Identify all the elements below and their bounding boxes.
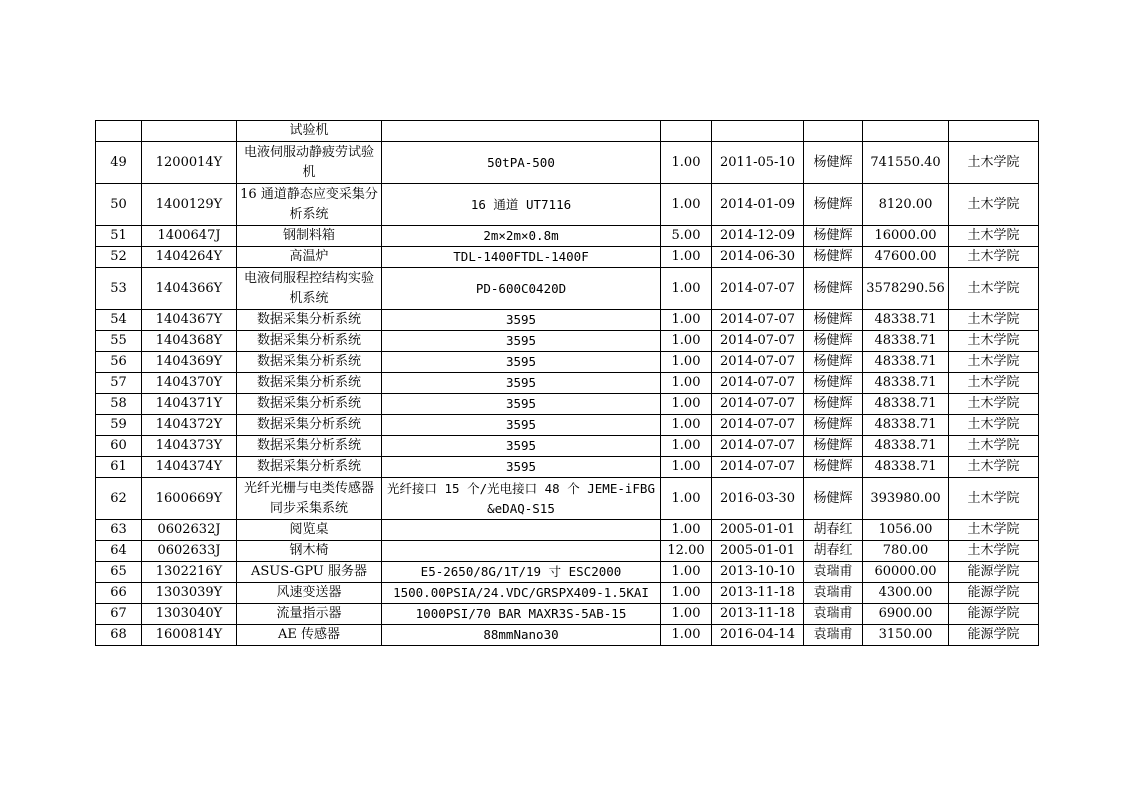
cell-no: 63	[96, 520, 142, 541]
cell-equipment-name: 电液伺服程控结构实验机系统	[237, 268, 382, 310]
table-row	[96, 247, 1039, 268]
cell-value: 48338.71	[863, 457, 949, 478]
cell-custodian: 杨健辉	[804, 310, 863, 331]
cell-value: 16000.00	[863, 226, 949, 247]
cell-purchase-date: 2013-11-18	[712, 604, 804, 625]
cell-no: 68	[96, 625, 142, 646]
cell-model-spec	[382, 520, 661, 541]
cell-custodian: 杨健辉	[804, 436, 863, 457]
table-row	[96, 583, 1039, 604]
cell-purchase-date	[712, 121, 804, 142]
cell-asset-code: 1600814Y	[142, 625, 237, 646]
cell-custodian: 胡春红	[804, 541, 863, 562]
cell-quantity	[661, 121, 712, 142]
cell-department: 土木学院	[949, 268, 1039, 310]
cell-model-spec: 1000PSI/70 BAR MAXR3S-5AB-15	[382, 604, 661, 625]
cell-purchase-date: 2014-07-07	[712, 310, 804, 331]
cell-quantity: 1.00	[661, 247, 712, 268]
cell-asset-code: 1303039Y	[142, 583, 237, 604]
cell-model-spec: PD-600C0420D	[382, 268, 661, 310]
cell-no: 53	[96, 268, 142, 310]
cell-custodian: 袁瑞甫	[804, 604, 863, 625]
cell-no: 52	[96, 247, 142, 268]
cell-equipment-name: 数据采集分析系统	[237, 331, 382, 352]
cell-value: 48338.71	[863, 310, 949, 331]
cell-asset-code: 1404374Y	[142, 457, 237, 478]
cell-value: 48338.71	[863, 415, 949, 436]
cell-custodian: 杨健辉	[804, 352, 863, 373]
table-row	[96, 226, 1039, 247]
cell-value: 48338.71	[863, 331, 949, 352]
cell-equipment-name: 数据采集分析系统	[237, 352, 382, 373]
cell-model-spec: 16 通道 UT7116	[382, 184, 661, 226]
cell-custodian: 杨健辉	[804, 184, 863, 226]
cell-value: 4300.00	[863, 583, 949, 604]
cell-no: 58	[96, 394, 142, 415]
cell-equipment-name: 阅览桌	[237, 520, 382, 541]
cell-asset-code: 1404370Y	[142, 373, 237, 394]
cell-value: 3150.00	[863, 625, 949, 646]
cell-equipment-name: 16 通道静态应变采集分析系统	[237, 184, 382, 226]
cell-department: 土木学院	[949, 541, 1039, 562]
cell-equipment-name: 数据采集分析系统	[237, 310, 382, 331]
cell-quantity: 5.00	[661, 226, 712, 247]
cell-custodian: 杨健辉	[804, 226, 863, 247]
cell-asset-code: 1404367Y	[142, 310, 237, 331]
cell-department: 能源学院	[949, 583, 1039, 604]
cell-model-spec: 88mmNano30	[382, 625, 661, 646]
cell-equipment-name: 光纤光栅与电类传感器同步采集系统	[237, 478, 382, 520]
cell-custodian: 杨健辉	[804, 247, 863, 268]
cell-asset-code: 1400129Y	[142, 184, 237, 226]
table-row	[96, 142, 1039, 184]
cell-quantity: 1.00	[661, 268, 712, 310]
cell-equipment-name: 钢木椅	[237, 541, 382, 562]
cell-no: 65	[96, 562, 142, 583]
cell-department: 土木学院	[949, 373, 1039, 394]
cell-value: 1056.00	[863, 520, 949, 541]
cell-department	[949, 121, 1039, 142]
cell-model-spec: 50tPA-500	[382, 142, 661, 184]
cell-purchase-date: 2014-07-07	[712, 394, 804, 415]
cell-no: 66	[96, 583, 142, 604]
cell-model-spec: 3595	[382, 457, 661, 478]
cell-custodian: 杨健辉	[804, 457, 863, 478]
table-row	[96, 184, 1039, 226]
cell-value: 6900.00	[863, 604, 949, 625]
cell-quantity: 1.00	[661, 184, 712, 226]
cell-purchase-date: 2014-07-07	[712, 373, 804, 394]
cell-department: 能源学院	[949, 562, 1039, 583]
cell-equipment-name: 风速变送器	[237, 583, 382, 604]
cell-no: 61	[96, 457, 142, 478]
cell-equipment-name: 钢制料箱	[237, 226, 382, 247]
cell-purchase-date: 2013-10-10	[712, 562, 804, 583]
cell-asset-code: 1400647J	[142, 226, 237, 247]
cell-department: 土木学院	[949, 415, 1039, 436]
cell-department: 土木学院	[949, 331, 1039, 352]
cell-quantity: 1.00	[661, 310, 712, 331]
cell-asset-code: 1404371Y	[142, 394, 237, 415]
cell-quantity: 1.00	[661, 373, 712, 394]
cell-value: 3578290.56	[863, 268, 949, 310]
cell-purchase-date: 2011-05-10	[712, 142, 804, 184]
cell-no: 57	[96, 373, 142, 394]
table-row	[96, 625, 1039, 646]
cell-asset-code: 1200014Y	[142, 142, 237, 184]
cell-department: 土木学院	[949, 352, 1039, 373]
cell-model-spec: 3595	[382, 394, 661, 415]
cell-quantity: 1.00	[661, 394, 712, 415]
cell-equipment-name: AE 传感器	[237, 625, 382, 646]
table-row	[96, 541, 1039, 562]
cell-asset-code: 1404264Y	[142, 247, 237, 268]
cell-quantity: 1.00	[661, 142, 712, 184]
cell-value: 48338.71	[863, 436, 949, 457]
cell-custodian: 杨健辉	[804, 478, 863, 520]
table-row	[96, 331, 1039, 352]
cell-value: 780.00	[863, 541, 949, 562]
cell-custodian: 杨健辉	[804, 394, 863, 415]
cell-custodian: 杨健辉	[804, 415, 863, 436]
cell-purchase-date: 2014-12-09	[712, 226, 804, 247]
table-row	[96, 310, 1039, 331]
table-row	[96, 604, 1039, 625]
cell-asset-code: 0602633J	[142, 541, 237, 562]
cell-custodian: 杨健辉	[804, 373, 863, 394]
cell-equipment-name: 数据采集分析系统	[237, 457, 382, 478]
cell-purchase-date: 2014-07-07	[712, 352, 804, 373]
cell-asset-code: 1404372Y	[142, 415, 237, 436]
cell-model-spec	[382, 541, 661, 562]
cell-asset-code: 1404368Y	[142, 331, 237, 352]
cell-purchase-date: 2014-07-07	[712, 331, 804, 352]
cell-equipment-name: 高温炉	[237, 247, 382, 268]
cell-purchase-date: 2014-07-07	[712, 268, 804, 310]
cell-department: 土木学院	[949, 247, 1039, 268]
cell-asset-code	[142, 121, 237, 142]
cell-asset-code: 0602632J	[142, 520, 237, 541]
cell-department: 土木学院	[949, 310, 1039, 331]
cell-purchase-date: 2005-01-01	[712, 520, 804, 541]
cell-custodian	[804, 121, 863, 142]
table-row	[96, 562, 1039, 583]
cell-quantity: 1.00	[661, 604, 712, 625]
cell-purchase-date: 2014-01-09	[712, 184, 804, 226]
cell-model-spec: 3595	[382, 310, 661, 331]
cell-purchase-date: 2016-04-14	[712, 625, 804, 646]
cell-model-spec: 3595	[382, 352, 661, 373]
cell-quantity: 12.00	[661, 541, 712, 562]
cell-value: 8120.00	[863, 184, 949, 226]
cell-department: 能源学院	[949, 625, 1039, 646]
cell-department: 土木学院	[949, 184, 1039, 226]
cell-model-spec: TDL-1400FTDL-1400F	[382, 247, 661, 268]
cell-purchase-date: 2014-06-30	[712, 247, 804, 268]
cell-no: 54	[96, 310, 142, 331]
cell-custodian: 袁瑞甫	[804, 562, 863, 583]
cell-quantity: 1.00	[661, 331, 712, 352]
cell-purchase-date: 2016-03-30	[712, 478, 804, 520]
table-row	[96, 457, 1039, 478]
cell-model-spec: E5-2650/8G/1T/19 寸 ESC2000	[382, 562, 661, 583]
cell-department: 土木学院	[949, 226, 1039, 247]
cell-value: 48338.71	[863, 394, 949, 415]
cell-model-spec: 3595	[382, 415, 661, 436]
cell-asset-code: 1303040Y	[142, 604, 237, 625]
cell-department: 土木学院	[949, 457, 1039, 478]
cell-quantity: 1.00	[661, 520, 712, 541]
cell-asset-code: 1404373Y	[142, 436, 237, 457]
cell-asset-code: 1600669Y	[142, 478, 237, 520]
cell-equipment-name: 数据采集分析系统	[237, 436, 382, 457]
equipment-table-sheet	[95, 120, 1038, 646]
cell-custodian: 袁瑞甫	[804, 583, 863, 604]
equipment-table-body	[96, 121, 1039, 646]
cell-asset-code: 1404369Y	[142, 352, 237, 373]
cell-department: 能源学院	[949, 604, 1039, 625]
cell-value: 393980.00	[863, 478, 949, 520]
table-row	[96, 415, 1039, 436]
cell-no: 50	[96, 184, 142, 226]
cell-purchase-date: 2013-11-18	[712, 583, 804, 604]
cell-model-spec: 1500.00PSIA/24.VDC/GRSPX409-1.5KAI	[382, 583, 661, 604]
cell-value: 48338.71	[863, 352, 949, 373]
cell-equipment-name: ASUS-GPU 服务器	[237, 562, 382, 583]
cell-model-spec: 2m×2m×0.8m	[382, 226, 661, 247]
cell-no	[96, 121, 142, 142]
cell-equipment-name: 电液伺服动静疲劳试验机	[237, 142, 382, 184]
cell-value: 48338.71	[863, 373, 949, 394]
equipment-table	[95, 120, 1039, 646]
cell-no: 64	[96, 541, 142, 562]
cell-quantity: 1.00	[661, 478, 712, 520]
cell-quantity: 1.00	[661, 415, 712, 436]
cell-department: 土木学院	[949, 436, 1039, 457]
cell-asset-code: 1302216Y	[142, 562, 237, 583]
cell-purchase-date: 2005-01-01	[712, 541, 804, 562]
cell-quantity: 1.00	[661, 436, 712, 457]
table-row	[96, 352, 1039, 373]
table-row	[96, 520, 1039, 541]
cell-department: 土木学院	[949, 394, 1039, 415]
cell-asset-code: 1404366Y	[142, 268, 237, 310]
cell-no: 59	[96, 415, 142, 436]
cell-value: 741550.40	[863, 142, 949, 184]
table-row	[96, 478, 1039, 520]
cell-value	[863, 121, 949, 142]
table-row	[96, 394, 1039, 415]
cell-no: 56	[96, 352, 142, 373]
cell-custodian: 袁瑞甫	[804, 625, 863, 646]
cell-quantity: 1.00	[661, 625, 712, 646]
cell-quantity: 1.00	[661, 457, 712, 478]
cell-equipment-name: 数据采集分析系统	[237, 394, 382, 415]
table-row	[96, 436, 1039, 457]
cell-quantity: 1.00	[661, 562, 712, 583]
cell-no: 51	[96, 226, 142, 247]
cell-equipment-name: 试验机	[237, 121, 382, 142]
cell-model-spec: 3595	[382, 331, 661, 352]
table-row	[96, 373, 1039, 394]
cell-equipment-name: 数据采集分析系统	[237, 373, 382, 394]
cell-model-spec: 3595	[382, 373, 661, 394]
cell-value: 60000.00	[863, 562, 949, 583]
cell-custodian: 杨健辉	[804, 142, 863, 184]
cell-department: 土木学院	[949, 142, 1039, 184]
cell-no: 60	[96, 436, 142, 457]
table-row-continuation	[96, 121, 1039, 142]
cell-department: 土木学院	[949, 520, 1039, 541]
cell-custodian: 杨健辉	[804, 268, 863, 310]
cell-custodian: 杨健辉	[804, 331, 863, 352]
cell-equipment-name: 流量指示器	[237, 604, 382, 625]
cell-purchase-date: 2014-07-07	[712, 415, 804, 436]
cell-no: 62	[96, 478, 142, 520]
cell-model-spec: 3595	[382, 436, 661, 457]
cell-no: 49	[96, 142, 142, 184]
cell-no: 67	[96, 604, 142, 625]
cell-model-spec	[382, 121, 661, 142]
cell-purchase-date: 2014-07-07	[712, 457, 804, 478]
cell-model-spec: 光纤接口 15 个/光电接口 48 个 JEME-iFBG&eDAQ-S15	[382, 478, 661, 520]
cell-department: 土木学院	[949, 478, 1039, 520]
cell-purchase-date: 2014-07-07	[712, 436, 804, 457]
table-row	[96, 268, 1039, 310]
cell-custodian: 胡春红	[804, 520, 863, 541]
cell-equipment-name: 数据采集分析系统	[237, 415, 382, 436]
cell-value: 47600.00	[863, 247, 949, 268]
cell-quantity: 1.00	[661, 352, 712, 373]
cell-quantity: 1.00	[661, 583, 712, 604]
cell-no: 55	[96, 331, 142, 352]
